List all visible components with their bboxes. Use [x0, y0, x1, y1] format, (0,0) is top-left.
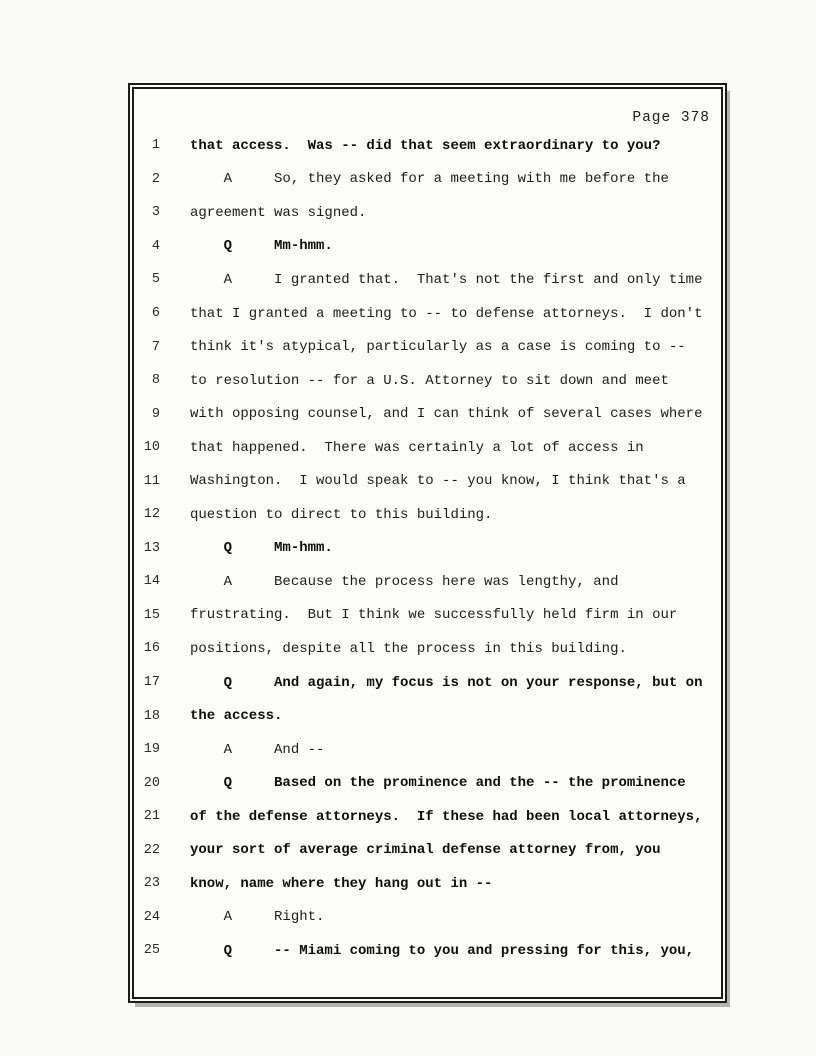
line-text: question to direct to this building.	[190, 506, 493, 523]
transcript-line	[134, 699, 721, 733]
line-number: 11	[143, 473, 160, 489]
transcript-line	[134, 129, 721, 163]
line-number: 17	[143, 675, 160, 691]
transcript-line	[134, 464, 721, 498]
line-number: 4	[151, 238, 160, 254]
transcript-line	[134, 599, 721, 633]
line-number: 15	[143, 607, 160, 623]
transcript-line	[134, 330, 721, 364]
line-number: 6	[151, 306, 160, 321]
line-text: your sort of average criminal defense attorney from, you	[190, 842, 661, 859]
transcript-line	[134, 565, 721, 599]
line-text: the access.	[190, 708, 283, 725]
line-number: 2	[151, 171, 160, 187]
line-text: that access. Was -- did that seem extraordinary to you?	[190, 137, 661, 154]
line-number: 12	[143, 507, 160, 523]
transcript-line	[134, 297, 721, 331]
line-text: A Because the process here was lengthy, and	[190, 573, 619, 590]
transcript-line	[134, 901, 721, 935]
line-number: 9	[151, 406, 160, 422]
line-number: 19	[143, 742, 160, 758]
transcript-line	[134, 397, 721, 431]
line-text: positions, despite all the process in this building.	[190, 640, 627, 657]
transcript-line	[134, 833, 721, 867]
line-text: Q Based on the prominence and the -- the prominence	[190, 775, 686, 792]
line-text: Washington. I would speak to -- you know, I think that's a	[190, 473, 686, 490]
line-text: Q And again, my focus is not on your response, but on	[190, 674, 703, 691]
line-number: 8	[151, 373, 160, 389]
line-text: agreement was signed.	[190, 204, 367, 221]
line-number: 18	[143, 708, 160, 724]
transcript-line	[134, 364, 721, 398]
line-text: A And --	[190, 741, 325, 758]
transcript-line	[134, 532, 721, 566]
line-text: Q Mm-hmm.	[190, 238, 333, 255]
line-text: frustrating. But I think we successfully held firm in our	[190, 607, 678, 624]
transcript-line	[134, 196, 721, 230]
line-text: that I granted a meeting to -- to defense attorneys. I don't	[190, 305, 703, 322]
line-text: with opposing counsel, and I can think of several cases where	[190, 406, 703, 423]
line-text: A Right.	[190, 909, 325, 926]
transcript-line	[134, 632, 721, 666]
line-number: 5	[151, 272, 160, 288]
transcript-body	[134, 129, 721, 968]
line-text: of the defense attorneys. If these had been local attorneys,	[190, 808, 703, 825]
line-number: 1	[151, 138, 160, 154]
transcript-line	[134, 431, 721, 465]
transcript-line	[134, 867, 721, 901]
line-number: 25	[143, 943, 160, 959]
line-number: 21	[143, 809, 160, 825]
transcript-line	[134, 263, 721, 297]
transcript-line	[134, 230, 721, 264]
line-text: know, name where they hang out in --	[190, 875, 493, 892]
line-number: 13	[143, 540, 160, 556]
page-frame	[128, 83, 727, 1003]
line-number: 16	[143, 641, 160, 657]
transcript-line	[134, 934, 721, 968]
line-number: 7	[151, 339, 160, 355]
line-text: Q -- Miami coming to you and pressing for this, you,	[190, 942, 695, 959]
line-number: 3	[151, 205, 160, 221]
transcript-line	[134, 498, 721, 532]
line-number: 22	[143, 842, 160, 858]
line-text: A I granted that. That's not the first and only time	[190, 271, 703, 288]
line-text: that happened. There was certainly a lot of access in	[190, 439, 644, 456]
line-number: 14	[143, 574, 160, 590]
transcript-line	[134, 733, 721, 767]
line-number: 20	[143, 775, 160, 791]
transcript-line	[134, 163, 721, 197]
transcript-line	[134, 766, 721, 800]
line-text: to resolution -- for a U.S. Attorney to sit down and meet	[190, 372, 669, 389]
transcript-line	[134, 800, 721, 834]
line-text: A So, they asked for a meeting with me before the	[190, 171, 669, 188]
page-number: Page 378	[632, 110, 710, 126]
transcript-line	[134, 666, 721, 700]
line-text: think it's atypical, particularly as a case is coming to --	[190, 339, 686, 356]
line-text: Q Mm-hmm.	[190, 540, 333, 557]
line-number: 10	[143, 440, 160, 456]
line-number: 23	[143, 876, 160, 892]
line-number: 24	[143, 909, 160, 925]
